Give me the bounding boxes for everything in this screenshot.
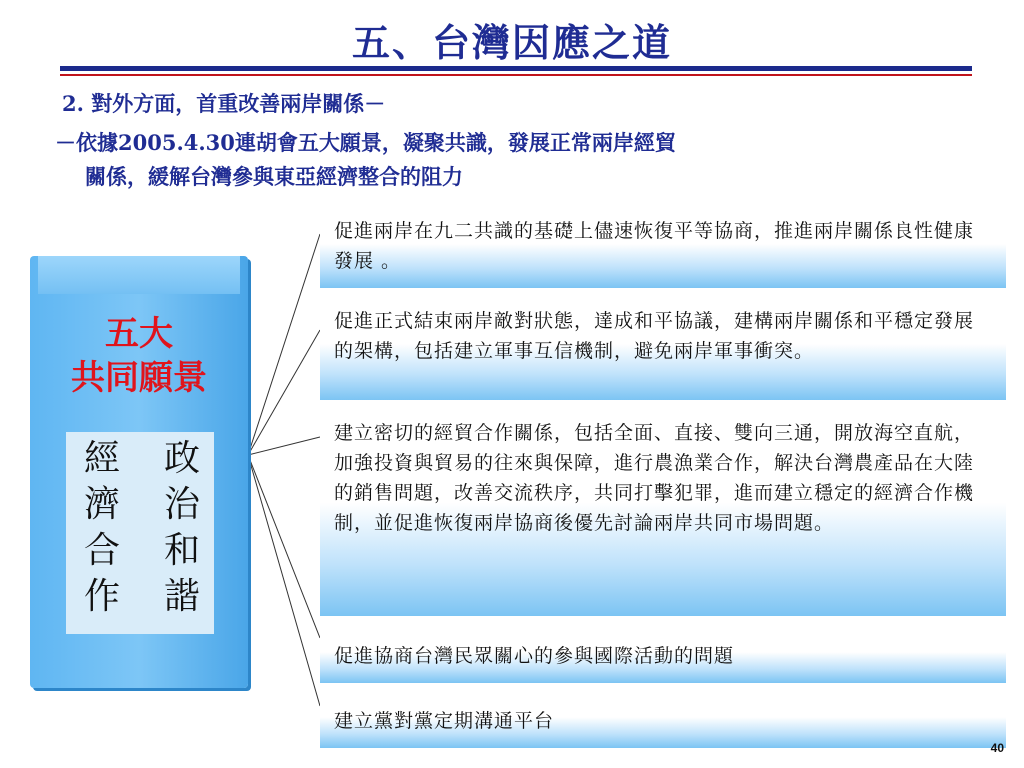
- sub-point-line-1: －依據2005.4.30連胡會五大願景，凝聚共識，發展正常兩岸經貿: [55, 130, 676, 155]
- vision-box-5: 建立黨對黨定期溝通平台: [320, 692, 1006, 748]
- politics-char: 治: [163, 484, 200, 525]
- vision-box-4: 促進協商台灣民眾關心的參與國際活動的問題: [320, 627, 1006, 683]
- economy-char: 經: [83, 438, 120, 479]
- economy-column: [82, 436, 122, 620]
- vision-box-2: 促進正式結束兩岸敵對狀態，達成和平協議，建構兩岸關係和平穩定發展的架構，包括建立軍事互信機制，避免兩岸軍事衝突。: [320, 298, 1006, 400]
- economy-char: 合: [83, 530, 120, 571]
- vision-heading-line-2: 共同願景: [71, 358, 207, 398]
- vision-box-1: 促進兩岸在九二共識的基礎上儘速恢復平等協商，推進兩岸關係良性健康發展 。: [320, 208, 1006, 288]
- politics-char: 和: [163, 530, 200, 571]
- vision-box-3: 建立密切的經貿合作關係，包括全面、直接、雙向三通，開放海空直航，加強投資與貿易的往來與保障，進行農漁業合作，解決台灣農產品在大陸的銷售問題，改善交流秩序，共同打擊犯罪，進而建立穩定的經濟合作機制，並促進恢復兩岸協商後優先討論兩岸共同市場問題。: [320, 410, 1006, 616]
- vision-heading-line-1: 五大: [105, 314, 173, 354]
- economy-char: 濟: [83, 484, 120, 525]
- page-number: 40: [990, 741, 1004, 755]
- sub-point-line-2: 關係，緩解台灣參與東亞經濟整合的阻力: [85, 164, 463, 189]
- vision-pillar-cap: [38, 256, 240, 294]
- politics-column: [162, 436, 202, 620]
- slide-title: 五、台灣因應之道: [351, 20, 672, 65]
- main-point: 2. 對外方面，首重改善兩岸關係－: [62, 91, 386, 116]
- vision-heading: [30, 312, 248, 400]
- politics-char: 諧: [163, 576, 200, 617]
- politics-char: 政: [163, 438, 200, 479]
- economy-char: 作: [83, 576, 120, 617]
